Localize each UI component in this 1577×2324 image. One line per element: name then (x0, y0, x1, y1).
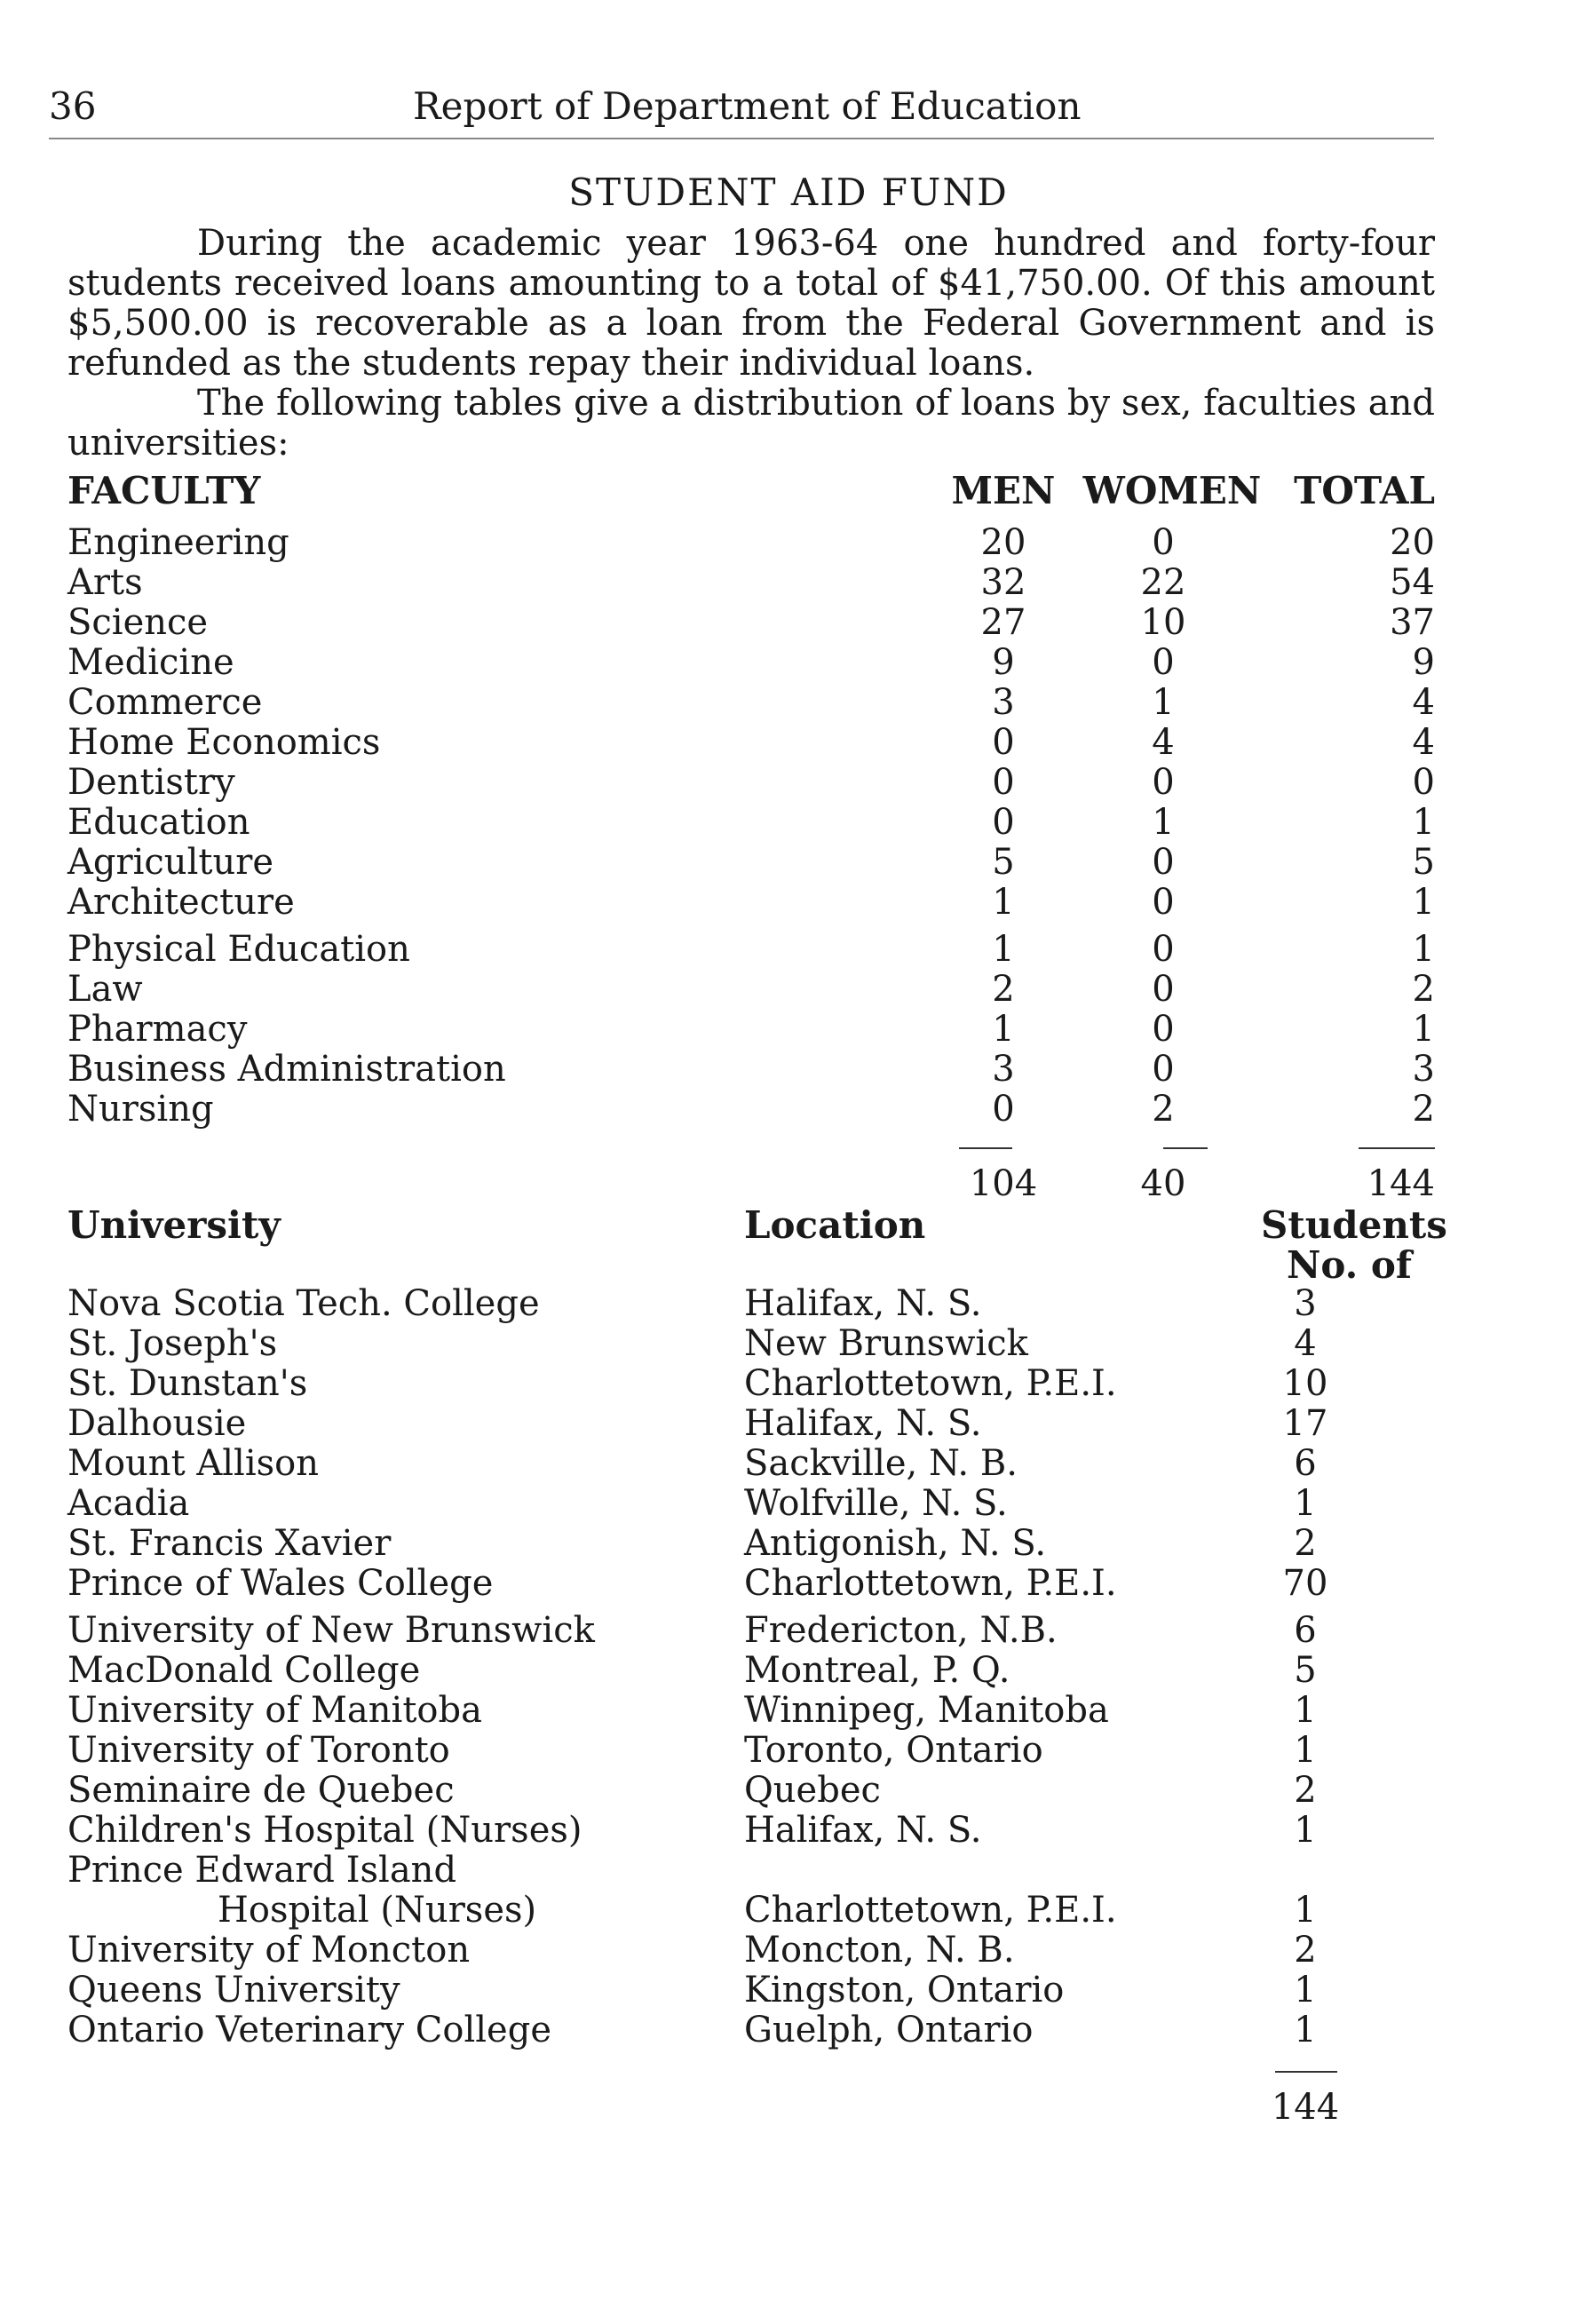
total-count: 4 (1412, 722, 1435, 763)
university-name: Seminaire de Quebec (67, 1770, 455, 1811)
university-name: MacDonald College (67, 1650, 421, 1691)
men-count: 0 (992, 722, 1015, 763)
university-location: Quebec (744, 1770, 881, 1811)
university-location: Montreal, P. Q. (744, 1650, 1010, 1691)
faculty-header: FACULTY (67, 469, 261, 512)
student-count: 17 (1282, 1403, 1328, 1444)
total-count: 3 (1412, 1049, 1435, 1090)
men-count: 20 (980, 522, 1026, 563)
women-count: 4 (1152, 722, 1175, 763)
faculty-name: Architecture (67, 882, 295, 923)
university-name: St. Francis Xavier (67, 1523, 392, 1564)
total-count: 1 (1412, 802, 1435, 843)
total-count: 2 (1412, 1089, 1435, 1130)
running-title: Report of Department of Education (413, 84, 1082, 128)
university-name: Nova Scotia Tech. College (67, 1283, 540, 1324)
university-name: University of Manitoba (67, 1690, 482, 1731)
students-header: Students (1261, 1203, 1447, 1247)
university-name: Children's Hospital (Nurses) (67, 1810, 582, 1851)
total-count: 37 (1390, 602, 1435, 643)
student-count: 1 (1294, 2010, 1317, 2050)
student-count: 5 (1294, 1650, 1317, 1691)
women-count: 1 (1152, 802, 1175, 843)
total-count: 2 (1412, 969, 1435, 1010)
women-count: 0 (1152, 1049, 1175, 1090)
university-name: Ontario Veterinary College (67, 2010, 551, 2050)
university-name: Queens University (67, 1970, 400, 2011)
women-count: 0 (1152, 842, 1175, 883)
university-location: Sackville, N. B. (744, 1443, 1018, 1484)
total-count: 9 (1412, 642, 1435, 683)
header-rule (49, 138, 1434, 139)
total-count: 4 (1412, 682, 1435, 723)
tables-intro-paragraph: The following tables give a distribution of loans by sex, faculties and universities: (67, 383, 1435, 464)
university-name: Dalhousie (67, 1403, 247, 1444)
grand-total: 144 (1367, 1163, 1435, 1204)
total-count: 20 (1390, 522, 1435, 563)
women-total-rule (1163, 1147, 1208, 1149)
women-count: 10 (1140, 602, 1186, 643)
university-location: New Brunswick (744, 1323, 1028, 1364)
women-count: 22 (1140, 562, 1186, 603)
university-name: St. Dunstan's (67, 1363, 308, 1404)
university-name-line2: Hospital (Nurses) (218, 1890, 537, 1931)
university-location: Charlottetown, P.E.I. (744, 1890, 1117, 1931)
faculty-name: Education (67, 802, 250, 843)
university-name: St. Joseph's (67, 1323, 278, 1364)
student-count: 4 (1294, 1323, 1317, 1364)
university-header: University (67, 1203, 281, 1247)
total-count: 54 (1390, 562, 1435, 603)
faculty-name: Nursing (67, 1089, 214, 1130)
university-location: Halifax, N. S. (744, 1283, 982, 1324)
student-count: 10 (1282, 1363, 1328, 1404)
university-location: Winnipeg, Manitoba (744, 1690, 1109, 1731)
men-count: 2 (992, 969, 1015, 1010)
faculty-name: Law (67, 969, 143, 1010)
total-count: 5 (1412, 842, 1435, 883)
student-count: 1 (1294, 1890, 1317, 1931)
faculty-name: Home Economics (67, 722, 381, 763)
student-count: 2 (1294, 1523, 1317, 1564)
faculty-name: Dentistry (67, 762, 235, 803)
university-location: Charlottetown, P.E.I. (744, 1363, 1117, 1404)
student-count: 2 (1294, 1770, 1317, 1811)
total-count: 1 (1412, 1009, 1435, 1050)
total-total-rule (1359, 1147, 1435, 1149)
intro-paragraph: During the academic year 1963-64 one hundred and forty-four students received loans amounting to a total of $41,750.00. Of this amount $5,500.00 is recoverable as a loan from the Federal Government and is refunded as the students repay their individual loans. (67, 223, 1435, 384)
university-location: Fredericton, N.B. (744, 1610, 1058, 1651)
women-header: WOMEN (1082, 469, 1262, 512)
student-count: 3 (1294, 1283, 1317, 1324)
men-count: 0 (992, 1089, 1015, 1130)
university-name: University of Toronto (67, 1730, 450, 1771)
faculty-name: Engineering (67, 522, 289, 563)
women-count: 1 (1152, 682, 1175, 723)
section-title: STUDENT AID FUND (568, 171, 1009, 214)
university-location: Toronto, Ontario (744, 1730, 1043, 1771)
student-count: 1 (1294, 1483, 1317, 1524)
university-location: Halifax, N. S. (744, 1810, 982, 1851)
students-header-line2: No. of (1287, 1243, 1412, 1287)
university-location: Halifax, N. S. (744, 1403, 982, 1444)
location-header: Location (744, 1203, 926, 1247)
university-name: University of Moncton (67, 1930, 471, 1971)
faculty-name: Business Administration (67, 1049, 506, 1090)
student-count: 1 (1294, 1970, 1317, 2011)
faculty-name: Commerce (67, 682, 263, 723)
men-count: 27 (980, 602, 1026, 643)
student-count: 70 (1282, 1563, 1328, 1604)
men-count: 0 (992, 802, 1015, 843)
faculty-name: Physical Education (67, 929, 410, 970)
faculty-name: Medicine (67, 642, 234, 683)
men-count: 1 (992, 1009, 1015, 1050)
students-total-rule (1275, 2071, 1337, 2073)
student-count: 6 (1294, 1610, 1317, 1651)
women-count: 0 (1152, 642, 1175, 683)
university-name: Prince of Wales College (67, 1563, 494, 1604)
student-count: 2 (1294, 1930, 1317, 1971)
women-count: 0 (1152, 969, 1175, 1010)
men-header: MEN (951, 469, 1056, 512)
student-count: 1 (1294, 1730, 1317, 1771)
women-sum: 40 (1140, 1163, 1186, 1204)
men-count: 3 (992, 682, 1015, 723)
total-header: TOTAL (1294, 469, 1435, 512)
total-count: 1 (1412, 882, 1435, 923)
university-name: Prince Edward Island (67, 1850, 457, 1891)
women-count: 0 (1152, 522, 1175, 563)
women-count: 0 (1152, 1009, 1175, 1050)
university-name: Mount Allison (67, 1443, 319, 1484)
men-total-rule (959, 1147, 1012, 1149)
women-count: 2 (1152, 1089, 1175, 1130)
university-location: Wolfville, N. S. (744, 1483, 1008, 1524)
faculty-name: Arts (67, 562, 143, 603)
university-location: Kingston, Ontario (744, 1970, 1065, 2011)
men-count: 1 (992, 929, 1015, 970)
students-total: 144 (1271, 2087, 1340, 2128)
student-count: 1 (1294, 1810, 1317, 1851)
university-location: Antigonish, N. S. (744, 1523, 1047, 1564)
university-location: Charlottetown, P.E.I. (744, 1563, 1117, 1604)
student-count: 6 (1294, 1443, 1317, 1484)
faculty-name: Pharmacy (67, 1009, 248, 1050)
women-count: 0 (1152, 762, 1175, 803)
university-location: Guelph, Ontario (744, 2010, 1034, 2050)
women-count: 0 (1152, 882, 1175, 923)
faculty-name: Science (67, 602, 209, 643)
men-count: 32 (980, 562, 1026, 603)
page-number: 36 (49, 84, 97, 128)
total-count: 1 (1412, 929, 1435, 970)
student-count: 1 (1294, 1690, 1317, 1731)
faculty-name: Agriculture (67, 842, 273, 883)
men-count: 3 (992, 1049, 1015, 1090)
university-name: University of New Brunswick (67, 1610, 595, 1651)
men-count: 1 (992, 882, 1015, 923)
men-count: 0 (992, 762, 1015, 803)
total-count: 0 (1412, 762, 1435, 803)
women-count: 0 (1152, 929, 1175, 970)
university-name: Acadia (67, 1483, 190, 1524)
university-location: Moncton, N. B. (744, 1930, 1015, 1971)
men-count: 5 (992, 842, 1015, 883)
men-count: 9 (992, 642, 1015, 683)
men-sum: 104 (969, 1163, 1038, 1204)
